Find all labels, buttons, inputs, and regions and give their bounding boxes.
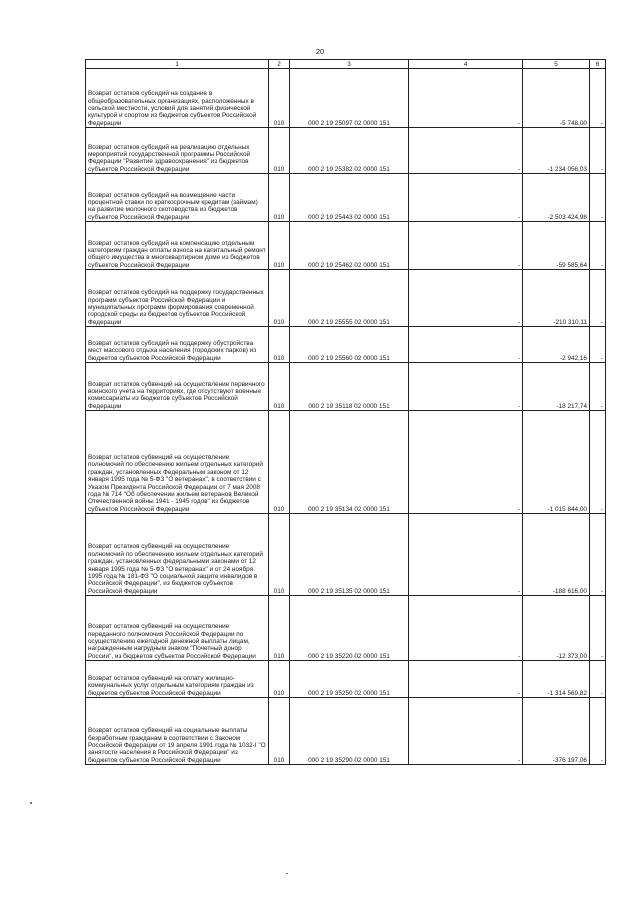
row-kbk: 000 2 19 35118 02 0000 151: [290, 363, 409, 411]
row-kbk: 000 2 19 35220 02 0000 151: [290, 596, 409, 661]
page-number: 20: [315, 47, 325, 56]
row-code: 010: [269, 128, 290, 174]
row-amount: -1 234 056,03: [523, 128, 590, 174]
row-kbk: 000 2 19 25382 02 0000 151: [290, 128, 409, 174]
table-row: [86, 174, 606, 222]
row-code: 010: [269, 698, 290, 765]
row-description: Возврат остатков субвенций на осуществление полномочий по обеспечению жильем отдельных категорий граждан, установленных федеральными законами от 12 января 1995 года № 5-ФЗ "О ветеранах" и от 24 ноября 1995 года № 181-ФЗ "О социальной защите инвалидов в Российской Федерации", из бюджетов субъектов Российской Федерации: [86, 514, 269, 596]
row-amount: -1 015 844,00: [523, 411, 590, 514]
table-row: [86, 327, 606, 363]
column-header-3: 3: [290, 60, 409, 69]
row-description: Возврат остатков субсидий на возмещение части процентной ставки по краткосрочным кредитам (займам) на развитие молочного скотоводства из бюджетов субъектов Российской Федерации: [86, 174, 269, 222]
table-row: [86, 661, 606, 698]
row-code: 010: [269, 327, 290, 363]
row-code: 010: [269, 514, 290, 596]
row-kbk: 000 2 19 25555 02 0000 151: [290, 270, 409, 327]
row-col6: -: [590, 596, 606, 661]
row-col4: -: [409, 411, 523, 514]
row-col6: -: [590, 69, 606, 128]
row-amount: -1 314 569,82: [523, 661, 590, 698]
row-col6: -: [590, 514, 606, 596]
table-row: [86, 596, 606, 661]
row-description: Возврат остатков субсидий на поддержку государственных программ субъектов Российской Федерации и муниципальных программ формирования современной городской среды из бюджетов субъектов Российской Федерации: [86, 270, 269, 327]
row-code: 010: [269, 661, 290, 698]
column-number-row: [86, 60, 606, 69]
row-amount: -18 217,74: [523, 363, 590, 411]
row-description: Возврат остатков субсидий на поддержку обустройства мест массового отдыха населения (городских парков) из бюджетов субъектов Российской Федерации: [86, 327, 269, 363]
table-row: [86, 270, 606, 327]
row-kbk: 000 2 19 25097 02 0000 151: [290, 69, 409, 128]
row-col4: -: [409, 222, 523, 270]
row-col6: -: [590, 661, 606, 698]
row-col4: -: [409, 596, 523, 661]
column-header-2: 2: [269, 60, 290, 69]
row-amount: -2 503 424,98: [523, 174, 590, 222]
row-col6: -: [590, 174, 606, 222]
row-description: Возврат остатков субсидий на реализацию отдельных мероприятий государственной программы Российской Федерации "Развитие здравоохранения" из бюджетов субъектов Российской Федерации: [86, 128, 269, 174]
row-description: Возврат остатков субвенций на социальные выплаты безработным гражданам в соответствии с Законом Российской Федерации от 19 апреля 1991 года № 1032-I "О занятости населения в Российской Федерации" из бюджетов субъектов Российской Федерации: [86, 698, 269, 765]
row-col6: -: [590, 128, 606, 174]
row-col4: -: [409, 69, 523, 128]
row-kbk: 000 2 19 35134 02 0000 151: [290, 411, 409, 514]
row-code: 010: [269, 69, 290, 128]
row-amount: -59 585,64: [523, 222, 590, 270]
row-description: Возврат остатков субвенций на оплату жилищно-коммунальных услуг отдельным категориям граждан из бюджетов субъектов Российской Федерации: [86, 661, 269, 698]
row-code: 010: [269, 222, 290, 270]
row-amount: -5 748,00: [523, 69, 590, 128]
row-code: 010: [269, 174, 290, 222]
table-row: [86, 222, 606, 270]
row-code: 010: [269, 270, 290, 327]
table-row: [86, 698, 606, 765]
column-header-6: 6: [590, 60, 606, 69]
row-col4: -: [409, 661, 523, 698]
table-row: [86, 411, 606, 514]
column-header-1: 1: [86, 60, 269, 69]
row-col6: -: [590, 222, 606, 270]
row-kbk: 000 2 19 25443 02 0000 151: [290, 174, 409, 222]
scan-speck: [286, 873, 288, 874]
row-amount: -12 373,00: [523, 596, 590, 661]
budget-table: [85, 59, 606, 765]
column-header-5: 5: [523, 60, 590, 69]
row-col6: -: [590, 327, 606, 363]
row-description: Возврат остатков субвенций на осуществление первичного воинского учета на территориях, где отсутствуют военные комиссариаты из бюджетов субъектов Российской Федерации: [86, 363, 269, 411]
row-amount: -2 942,16: [523, 327, 590, 363]
row-description: Возврат остатков субсидий на создание в общеобразовательных организациях, расположенных в сельской местности, условий для занятий физической культурой и спортом из бюджетов субъектов Российской Федерации: [86, 69, 269, 128]
row-col4: -: [409, 698, 523, 765]
row-code: 010: [269, 411, 290, 514]
row-code: 010: [269, 363, 290, 411]
row-amount: -188 616,00: [523, 514, 590, 596]
scan-speck: [30, 802, 32, 804]
row-description: Возврат остатков субвенций на осуществление полномочий по обеспечению жильем отдельных категорий граждан, установленных Федеральным законом от 12 января 1995 года № 5-ФЗ "О ветеранах", в соответствии с Указом Президента Российской Федерации от 7 мая 2008 года № 714 "Об обеспечении жильем ветеранов Великой Отечественной войны 1941 - 1945 годов" из бюджетов субъектов Российской Федерации: [86, 411, 269, 514]
table-row: [86, 69, 606, 128]
row-kbk: 000 2 19 25462 02 0000 151: [290, 222, 409, 270]
row-kbk: 000 2 19 35250 02 0000 151: [290, 661, 409, 698]
row-kbk: 000 2 19 35135 02 0000 151: [290, 514, 409, 596]
row-col4: -: [409, 363, 523, 411]
row-kbk: 000 2 19 35290 02 0000 151: [290, 698, 409, 765]
row-kbk: 000 2 19 25560 02 0000 151: [290, 327, 409, 363]
row-description: Возврат остатков субвенций на осуществление переданного полномочия Российской Федерации по осуществлению ежегодной денежной выплаты лицам, награжденным нагрудным знаком "Почетный донор России", из бюджетов субъектов Российской Федерации: [86, 596, 269, 661]
table-row: [86, 514, 606, 596]
row-col6: -: [590, 698, 606, 765]
row-amount: -376 197,06: [523, 698, 590, 765]
row-col4: -: [409, 327, 523, 363]
table-row: [86, 128, 606, 174]
row-col6: -: [590, 363, 606, 411]
row-col6: -: [590, 411, 606, 514]
row-col4: -: [409, 174, 523, 222]
row-col4: -: [409, 128, 523, 174]
column-header-4: 4: [409, 60, 523, 69]
row-col4: -: [409, 514, 523, 596]
table-row: [86, 363, 606, 411]
row-col4: -: [409, 270, 523, 327]
row-amount: -210 310,11: [523, 270, 590, 327]
row-description: Возврат остатков субсидий на компенсацию отдельным категориям граждан оплаты взноса на капитальный ремонт общего имущества в многоквартирном доме из бюджетов субъектов Российской Федерации: [86, 222, 269, 270]
row-col6: -: [590, 270, 606, 327]
row-code: 010: [269, 596, 290, 661]
